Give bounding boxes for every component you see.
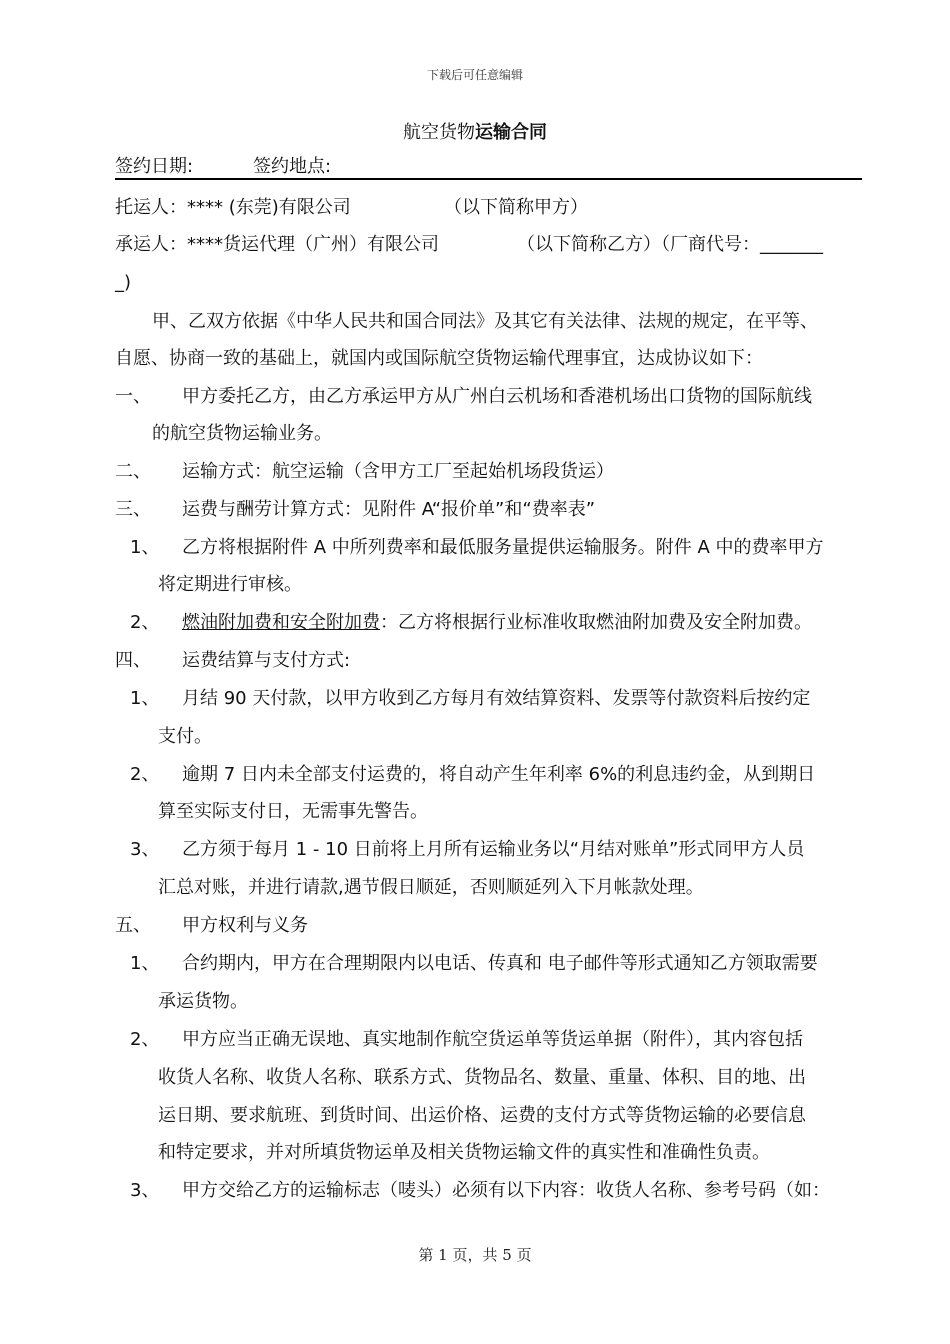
section-3-number: 三、 — [115, 499, 151, 520]
item-3-2-number: 2、 — [130, 612, 160, 633]
section-5-number: 五、 — [115, 915, 151, 936]
item-4-3-number: 3、 — [130, 839, 160, 860]
item-5-2-line-1: 甲方应当正确无误地、真实地制作航空货运单等货运单据（附件），其内容包括 — [182, 1029, 803, 1050]
section-5-text: 甲方权利与义务 — [182, 915, 308, 936]
item-5-3-number: 3、 — [130, 1180, 160, 1201]
intro-line-1: 甲、乙双方依据《中华人民共和国合同法》及其它有关法律、法规的规定，在平等、 — [152, 311, 818, 332]
section-2-number: 二、 — [115, 461, 151, 482]
item-4-1-number: 1、 — [130, 688, 160, 709]
carrier-alias: （以下简称乙方）（厂商代号：_______ — [517, 234, 823, 255]
item-5-2-number: 2、 — [130, 1029, 160, 1050]
section-1-line-2: 的航空货物运输业务。 — [152, 423, 332, 444]
sign-place-label: 签约地点: — [253, 156, 332, 177]
item-5-1-number: 1、 — [130, 953, 160, 974]
item-3-1-number: 1、 — [130, 537, 160, 558]
shipper-line: 托运人：**** (东莞)有限公司 — [115, 197, 351, 218]
item-3-1-line-2: 将定期进行审核。 — [158, 574, 302, 595]
title-part-2: 运输合同 — [475, 122, 547, 143]
section-4-number: 四、 — [115, 650, 151, 671]
carrier-tail: _) — [115, 272, 132, 293]
item-4-2-line-2: 算至实际支付日，无需事先警告。 — [158, 801, 428, 822]
item-5-1-line-1: 合约期内，甲方在合理期限内以电话、传真和 电子邮件等形式通知乙方领取需要 — [182, 953, 818, 974]
header-note: 下载后可任意编辑 — [426, 68, 523, 82]
item-4-1-line-2: 支付。 — [158, 726, 212, 747]
intro-line-2: 自愿、协商一致的基础上，就国内或国际航空货物运输代理事宜，达成协议如下： — [115, 348, 763, 369]
page-footer: 第 1 页，共 5 页 — [418, 1246, 532, 1264]
item-4-3-line-1: 乙方须于每月 1 - 10 日前将上月所有运输业务以“月结对账单”形式同甲方人员 — [182, 839, 805, 860]
section-4-text: 运费结算与支付方式: — [182, 650, 351, 671]
section-1-line-1: 甲方委托乙方，由乙方承运甲方从广州白云机场和香港机场出口货物的国际航线 — [182, 386, 812, 407]
item-4-2-number: 2、 — [130, 764, 160, 785]
item-5-3-line-1: 甲方交给乙方的运输标志（唛头）必须有以下内容：收货人名称、参考号码（如： — [182, 1180, 830, 1201]
signature-rule — [115, 178, 862, 180]
item-4-2-line-1: 逾期 7 日内未全部支付运费的，将自动产生年利率 6%的利息违约金，从到期日 — [182, 764, 816, 785]
title-part-1: 航空货物 — [403, 122, 475, 143]
item-5-1-line-2: 承运货物。 — [158, 991, 248, 1012]
shipper-alias: （以下简称甲方） — [444, 197, 588, 218]
section-2-text: 运输方式：航空运输（含甲方工厂至起始机场段货运） — [182, 461, 614, 482]
item-3-2-rest: ：乙方将根据行业标准收取燃油附加费及安全附加费。 — [380, 612, 812, 633]
carrier-line: 承运人：****货运代理（广州）有限公司 — [115, 234, 439, 255]
section-1-number: 一、 — [115, 386, 151, 407]
item-3-1-line-1: 乙方将根据附件 A 中所列费率和最低服务量提供运输服务。附件 A 中的费率甲方 — [182, 537, 824, 558]
surcharge-term: 燃油附加费和安全附加费 — [182, 612, 380, 633]
item-4-1-line-1: 月结 90 天付款，以甲方收到乙方每月有效结算资料、发票等付款资料后按约定 — [182, 688, 811, 709]
document-title — [0, 118, 950, 144]
item-5-2-line-3: 运日期、要求航班、到货时间、出运价格、运费的支付方式等货物运输的必要信息 — [158, 1105, 806, 1126]
sign-date-label: 签约日期: — [115, 156, 194, 177]
item-5-2-line-2: 收货人名称、收货人名称、联系方式、货物品名、数量、重量、体积、目的地、出 — [158, 1067, 806, 1088]
section-3-text: 运费与酬劳计算方式：见附件 A“报价单”和“费率表” — [182, 499, 596, 520]
item-5-2-line-4: 和特定要求，并对所填货物运单及相关货物运输文件的真实性和准确性负责。 — [158, 1142, 770, 1163]
item-3-2-text — [182, 610, 812, 636]
item-4-3-line-2: 汇总对账，并进行请款,遇节假日顺延，否则顺延列入下月帐款处理。 — [158, 877, 704, 898]
